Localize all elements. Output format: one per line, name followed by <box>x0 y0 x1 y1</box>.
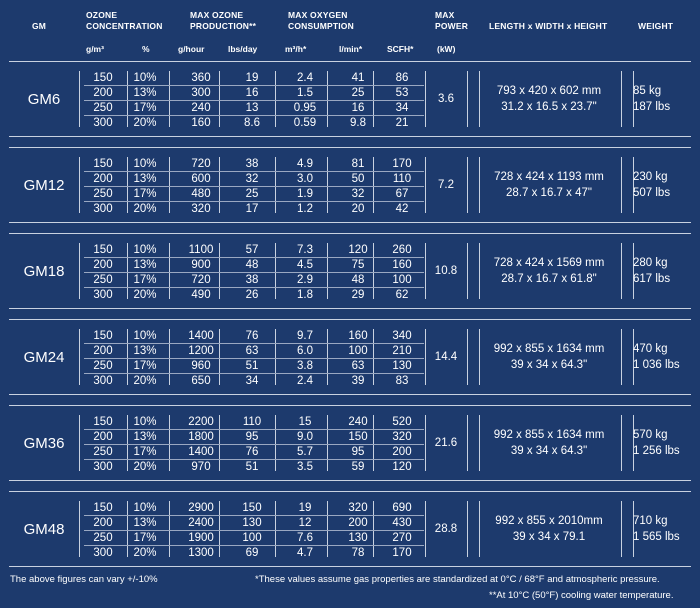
cell-conc-pct: 20% <box>133 461 157 473</box>
dimensions-imperial: 39 x 34 x 64.3" <box>510 445 588 457</box>
max-power-value: 3.6 <box>438 93 454 105</box>
cell-ozone-ghour: 970 <box>191 461 211 473</box>
cell-ozone-lbsday: 51 <box>245 360 259 372</box>
dimensions-imperial: 31.2 x 16.5 x 23.7" <box>501 101 597 113</box>
dimensions <box>479 148 619 222</box>
cell-ozone-lbsday: 95 <box>245 431 259 443</box>
table-row <box>84 344 424 359</box>
header-weight: WEIGHT <box>638 21 674 31</box>
cell-ozone-ghour: 650 <box>191 375 211 387</box>
cell-oxygen-m3h: 19 <box>298 502 312 514</box>
cell-oxygen-m3h: 4.5 <box>297 259 313 271</box>
table-row <box>84 258 424 273</box>
cell-conc-gm3: 150 <box>93 330 113 342</box>
cell-ozone-ghour: 1100 <box>188 244 214 256</box>
cell-ozone-ghour: 600 <box>191 173 211 185</box>
cell-oxygen-scfh: 520 <box>392 416 412 428</box>
cell-oxygen-scfh: 170 <box>392 158 412 170</box>
table-row <box>84 359 424 374</box>
cell-oxygen-lmin: 200 <box>348 517 368 529</box>
cell-ozone-lbsday: 100 <box>242 532 262 544</box>
dimensions <box>479 406 619 480</box>
table-row <box>84 86 424 101</box>
cell-ozone-ghour: 320 <box>191 203 211 215</box>
cell-oxygen-lmin: 50 <box>351 173 365 185</box>
table-row <box>84 430 424 445</box>
dimensions-imperial: 28.7 x 16.7 x 47" <box>506 187 592 199</box>
cell-conc-pct: 13% <box>133 517 157 529</box>
table-row <box>84 445 424 460</box>
cell-conc-gm3: 250 <box>93 446 113 458</box>
dimensions-imperial: 39 x 34 x 64.3" <box>510 359 588 371</box>
cell-oxygen-m3h: 9.7 <box>297 330 313 342</box>
cell-oxygen-scfh: 67 <box>395 188 409 200</box>
cell-oxygen-scfh: 200 <box>392 446 412 458</box>
cell-conc-gm3: 300 <box>93 203 113 215</box>
column-divider <box>79 157 80 213</box>
cell-oxygen-m3h: 15 <box>298 416 312 428</box>
dimensions <box>479 234 619 308</box>
cell-oxygen-scfh: 42 <box>395 203 409 215</box>
table-row <box>84 202 424 216</box>
cell-oxygen-scfh: 690 <box>392 502 412 514</box>
cell-oxygen-scfh: 260 <box>392 244 412 256</box>
cell-oxygen-lmin: 41 <box>351 72 365 84</box>
cell-oxygen-scfh: 170 <box>392 547 412 559</box>
column-divider <box>621 415 622 471</box>
cell-oxygen-m3h: 7.6 <box>297 532 313 544</box>
cell-conc-gm3: 200 <box>93 345 113 357</box>
cell-oxygen-scfh: 53 <box>395 87 409 99</box>
cell-ozone-lbsday: 130 <box>242 517 262 529</box>
cell-conc-gm3: 200 <box>93 517 113 529</box>
cell-conc-pct: 17% <box>133 274 157 286</box>
cell-conc-pct: 20% <box>133 289 157 301</box>
cell-conc-gm3: 200 <box>93 173 113 185</box>
model-block <box>9 61 691 137</box>
cell-oxygen-lmin: 39 <box>351 375 365 387</box>
cell-oxygen-scfh: 160 <box>392 259 412 271</box>
cell-ozone-lbsday: 110 <box>242 416 262 428</box>
cell-conc-gm3: 300 <box>93 547 113 559</box>
cell-oxygen-scfh: 320 <box>392 431 412 443</box>
column-divider <box>621 157 622 213</box>
unit-lmin: l/min* <box>339 44 363 54</box>
column-divider <box>79 329 80 385</box>
cell-conc-gm3: 250 <box>93 188 113 200</box>
table-row <box>84 374 424 388</box>
weight-lbs: 1 256 lbs <box>633 445 680 457</box>
table-row <box>84 116 424 130</box>
table-row <box>84 187 424 202</box>
cell-oxygen-lmin: 63 <box>351 360 365 372</box>
unit-percent: % <box>142 44 150 54</box>
dimensions-metric: 793 x 420 x 602 mm <box>496 85 602 97</box>
weight <box>633 406 693 480</box>
cell-oxygen-lmin: 9.8 <box>350 117 366 129</box>
model-rows <box>84 157 424 216</box>
cell-oxygen-scfh: 120 <box>392 461 412 473</box>
model-rows <box>84 71 424 130</box>
cell-oxygen-lmin: 32 <box>351 188 365 200</box>
cell-oxygen-m3h: 5.7 <box>297 446 313 458</box>
cell-conc-gm3: 250 <box>93 102 113 114</box>
cell-oxygen-lmin: 16 <box>351 102 365 114</box>
cell-oxygen-lmin: 160 <box>348 330 368 342</box>
cell-oxygen-scfh: 100 <box>392 274 412 286</box>
cell-ozone-lbsday: 57 <box>245 244 259 256</box>
max-power-value: 28.8 <box>434 523 458 535</box>
column-divider <box>467 415 468 471</box>
cell-conc-pct: 20% <box>133 547 157 559</box>
cell-conc-gm3: 250 <box>93 532 113 544</box>
dimensions-imperial: 28.7 x 16.7 x 61.8" <box>501 273 597 285</box>
cell-conc-pct: 17% <box>133 360 157 372</box>
cell-ozone-ghour: 1300 <box>188 547 214 559</box>
cell-ozone-ghour: 960 <box>191 360 211 372</box>
cell-ozone-lbsday: 34 <box>245 375 259 387</box>
dimensions-metric: 728 x 424 x 1193 mm <box>494 171 604 183</box>
cell-ozone-lbsday: 63 <box>245 345 259 357</box>
cell-oxygen-m3h: 2.4 <box>297 375 313 387</box>
cell-conc-pct: 13% <box>133 259 157 271</box>
cell-oxygen-lmin: 75 <box>351 259 365 271</box>
header-max-oxygen-line2: CONSUMPTION <box>288 21 354 31</box>
model-block <box>9 319 691 395</box>
dimensions-imperial: 39 x 34 x 79.1 <box>512 531 586 543</box>
column-divider <box>621 329 622 385</box>
cell-ozone-lbsday: 69 <box>245 547 259 559</box>
weight-kg: 470 kg <box>633 343 668 355</box>
cell-ozone-ghour: 1200 <box>188 345 214 357</box>
max-power-value: 21.6 <box>434 437 458 449</box>
cell-oxygen-lmin: 81 <box>351 158 365 170</box>
cell-oxygen-lmin: 78 <box>351 547 365 559</box>
cell-oxygen-lmin: 100 <box>348 345 368 357</box>
model-name: GM18 <box>23 262 65 280</box>
model-block <box>9 491 691 567</box>
dimensions-metric: 992 x 855 x 1634 mm <box>493 343 605 355</box>
table-row <box>84 273 424 288</box>
model-block <box>9 405 691 481</box>
footnote-cooling: **At 10°C (50°F) cooling water temperature. <box>489 590 674 601</box>
cell-ozone-ghour: 2200 <box>188 416 214 428</box>
table-row <box>84 460 424 474</box>
column-divider <box>467 71 468 127</box>
cell-ozone-ghour: 300 <box>191 87 211 99</box>
header-ozone-concentration-line2: CONCENTRATION <box>86 21 163 31</box>
cell-conc-gm3: 200 <box>93 87 113 99</box>
cell-oxygen-scfh: 34 <box>395 102 409 114</box>
weight-lbs: 1 565 lbs <box>633 531 680 543</box>
cell-conc-gm3: 300 <box>93 375 113 387</box>
cell-ozone-lbsday: 38 <box>245 158 259 170</box>
cell-ozone-lbsday: 76 <box>245 446 259 458</box>
cell-conc-pct: 10% <box>133 72 157 84</box>
cell-ozone-lbsday: 13 <box>245 102 259 114</box>
model-name: GM12 <box>23 176 65 194</box>
cell-conc-pct: 10% <box>133 244 157 256</box>
cell-ozone-ghour: 360 <box>191 72 211 84</box>
column-divider <box>79 415 80 471</box>
cell-conc-gm3: 250 <box>93 360 113 372</box>
dimensions-metric: 728 x 424 x 1569 mm <box>493 257 605 269</box>
cell-conc-gm3: 200 <box>93 259 113 271</box>
cell-oxygen-m3h: 1.5 <box>297 87 313 99</box>
unit-scfh: SCFH* <box>387 44 414 54</box>
cell-ozone-ghour: 480 <box>191 188 211 200</box>
weight <box>633 320 693 394</box>
cell-ozone-lbsday: 19 <box>245 72 259 84</box>
cell-ozone-lbsday: 26 <box>245 289 259 301</box>
column-divider <box>79 71 80 127</box>
model-block <box>9 233 691 309</box>
cell-conc-pct: 17% <box>133 188 157 200</box>
weight-lbs: 507 lbs <box>633 187 671 199</box>
weight <box>633 234 693 308</box>
cell-ozone-lbsday: 17 <box>245 203 259 215</box>
cell-conc-gm3: 150 <box>93 502 113 514</box>
weight <box>633 148 693 222</box>
weight-kg: 280 kg <box>633 257 668 269</box>
weight-kg: 85 kg <box>633 85 662 97</box>
cell-oxygen-m3h: 3.0 <box>297 173 313 185</box>
table-row <box>84 546 424 560</box>
cell-ozone-ghour: 720 <box>191 274 211 286</box>
column-divider <box>467 157 468 213</box>
header-max-power-line2: POWER <box>435 21 469 31</box>
cell-conc-gm3: 300 <box>93 117 113 129</box>
cell-oxygen-lmin: 20 <box>351 203 365 215</box>
cell-oxygen-m3h: 4.9 <box>297 158 313 170</box>
cell-conc-pct: 10% <box>133 330 157 342</box>
cell-ozone-lbsday: 8.6 <box>244 117 260 129</box>
cell-conc-pct: 10% <box>133 416 157 428</box>
cell-oxygen-m3h: 6.0 <box>297 345 313 357</box>
unit-ghour: g/hour <box>178 44 205 54</box>
column-divider <box>467 501 468 557</box>
cell-conc-pct: 20% <box>133 375 157 387</box>
table-row <box>84 288 424 302</box>
header-max-oxygen-line1: MAX OXYGEN <box>288 10 348 20</box>
dimensions <box>479 320 619 394</box>
cell-ozone-lbsday: 25 <box>245 188 259 200</box>
cell-conc-pct: 13% <box>133 173 157 185</box>
cell-oxygen-lmin: 150 <box>348 431 368 443</box>
header-max-power <box>435 10 468 32</box>
cell-ozone-lbsday: 32 <box>245 173 259 185</box>
header-ozone-concentration <box>86 10 163 32</box>
cell-ozone-ghour: 1800 <box>188 431 214 443</box>
cell-ozone-ghour: 720 <box>191 158 211 170</box>
cell-oxygen-scfh: 110 <box>392 173 412 185</box>
cell-oxygen-scfh: 62 <box>395 289 409 301</box>
model-name: GM24 <box>23 348 65 366</box>
model-rows <box>84 243 424 302</box>
header-ozone-concentration-line1: OZONE <box>86 10 118 20</box>
cell-conc-gm3: 150 <box>93 158 113 170</box>
cell-oxygen-m3h: 1.9 <box>297 188 313 200</box>
weight <box>633 492 693 566</box>
unit-m3h: m³/h* <box>285 44 307 54</box>
column-divider <box>467 329 468 385</box>
model-rows <box>84 415 424 474</box>
cell-conc-pct: 17% <box>133 532 157 544</box>
model-block <box>9 147 691 223</box>
cell-oxygen-scfh: 210 <box>392 345 412 357</box>
column-divider <box>621 71 622 127</box>
cell-oxygen-scfh: 83 <box>395 375 409 387</box>
cell-conc-gm3: 150 <box>93 244 113 256</box>
cell-ozone-lbsday: 16 <box>245 87 259 99</box>
cell-oxygen-scfh: 430 <box>392 517 412 529</box>
cell-conc-pct: 13% <box>133 345 157 357</box>
table-row <box>84 415 424 430</box>
cell-oxygen-m3h: 1.8 <box>297 289 313 301</box>
cell-conc-pct: 20% <box>133 203 157 215</box>
cell-oxygen-lmin: 59 <box>351 461 365 473</box>
cell-ozone-ghour: 2400 <box>188 517 214 529</box>
dimensions <box>479 492 619 566</box>
header-dimensions: LENGTH x WIDTH x HEIGHT <box>489 21 608 31</box>
header-max-ozone-line1: MAX OZONE <box>190 10 244 20</box>
cell-conc-gm3: 200 <box>93 431 113 443</box>
cell-oxygen-m3h: 12 <box>298 517 312 529</box>
cell-oxygen-lmin: 95 <box>351 446 365 458</box>
cell-conc-pct: 13% <box>133 87 157 99</box>
max-power-value: 10.8 <box>434 265 458 277</box>
cell-ozone-lbsday: 38 <box>245 274 259 286</box>
unit-lbsday: lbs/day <box>228 44 258 54</box>
column-divider <box>79 243 80 299</box>
weight-kg: 230 kg <box>633 171 668 183</box>
cell-oxygen-m3h: 9.0 <box>297 431 313 443</box>
table-row <box>84 172 424 187</box>
table-row <box>84 157 424 172</box>
weight-kg: 570 kg <box>633 429 668 441</box>
column-divider <box>79 501 80 557</box>
cell-oxygen-scfh: 340 <box>392 330 412 342</box>
cell-ozone-ghour: 240 <box>191 102 211 114</box>
cell-conc-pct: 17% <box>133 446 157 458</box>
model-rows <box>84 501 424 560</box>
cell-conc-gm3: 300 <box>93 461 113 473</box>
cell-ozone-lbsday: 48 <box>245 259 259 271</box>
cell-oxygen-m3h: 3.8 <box>297 360 313 372</box>
dimensions-metric: 992 x 855 x 1634 mm <box>493 429 605 441</box>
dimensions-metric: 992 x 855 x 2010mm <box>495 515 603 527</box>
table-row <box>84 243 424 258</box>
cell-oxygen-lmin: 130 <box>348 532 368 544</box>
cell-oxygen-lmin: 29 <box>351 289 365 301</box>
table-row <box>84 329 424 344</box>
cell-oxygen-lmin: 48 <box>351 274 365 286</box>
unit-kw: (kW) <box>437 44 456 54</box>
model-name: GM36 <box>23 434 65 452</box>
table-row <box>84 501 424 516</box>
cell-ozone-ghour: 1900 <box>188 532 214 544</box>
header-max-ozone-line2: PRODUCTION** <box>190 21 257 31</box>
cell-conc-pct: 20% <box>133 117 157 129</box>
table-row <box>84 101 424 116</box>
cell-ozone-lbsday: 150 <box>242 502 262 514</box>
cell-oxygen-m3h: 2.9 <box>297 274 313 286</box>
cell-oxygen-lmin: 240 <box>348 416 368 428</box>
cell-oxygen-m3h: 0.59 <box>293 117 317 129</box>
weight-lbs: 617 lbs <box>633 273 671 285</box>
cell-oxygen-scfh: 21 <box>395 117 409 129</box>
model-name: GM6 <box>27 90 61 108</box>
dimensions <box>479 62 619 136</box>
cell-oxygen-m3h: 3.5 <box>297 461 313 473</box>
cell-oxygen-lmin: 25 <box>351 87 365 99</box>
cell-conc-gm3: 150 <box>93 416 113 428</box>
cell-ozone-lbsday: 51 <box>245 461 259 473</box>
table-row <box>84 531 424 546</box>
cell-oxygen-lmin: 120 <box>348 244 368 256</box>
weight <box>633 62 693 136</box>
cell-conc-gm3: 150 <box>93 72 113 84</box>
header-max-ozone-production <box>190 10 256 32</box>
max-power-value: 14.4 <box>434 351 458 363</box>
column-divider <box>467 243 468 299</box>
column-divider <box>621 501 622 557</box>
cell-oxygen-scfh: 86 <box>395 72 409 84</box>
header-gm: GM <box>32 21 47 31</box>
cell-oxygen-m3h: 1.2 <box>297 203 313 215</box>
cell-conc-gm3: 250 <box>93 274 113 286</box>
cell-ozone-ghour: 160 <box>191 117 211 129</box>
cell-oxygen-m3h: 0.95 <box>293 102 317 114</box>
footnote-gas: *These values assume gas properties are standardized at 0°C / 68°F and atmospheric pressure. <box>255 574 660 585</box>
cell-ozone-ghour: 2900 <box>188 502 214 514</box>
cell-oxygen-scfh: 130 <box>392 360 412 372</box>
weight-lbs: 187 lbs <box>633 101 671 113</box>
model-rows <box>84 329 424 388</box>
cell-oxygen-m3h: 7.3 <box>297 244 313 256</box>
cell-conc-gm3: 300 <box>93 289 113 301</box>
cell-conc-pct: 10% <box>133 502 157 514</box>
unit-gm3: g/m³ <box>86 44 104 54</box>
footnote-variance: The above figures can vary +/-10% <box>10 574 158 585</box>
header-max-power-line1: MAX <box>435 10 455 20</box>
cell-conc-pct: 10% <box>133 158 157 170</box>
model-name: GM48 <box>23 520 65 538</box>
cell-ozone-ghour: 1400 <box>188 330 214 342</box>
header-max-oxygen-consumption <box>288 10 354 32</box>
cell-conc-pct: 13% <box>133 431 157 443</box>
table-row <box>84 71 424 86</box>
max-power-value: 7.2 <box>438 179 454 191</box>
cell-ozone-ghour: 900 <box>191 259 211 271</box>
column-divider <box>621 243 622 299</box>
cell-oxygen-m3h: 4.7 <box>297 547 313 559</box>
cell-oxygen-lmin: 320 <box>348 502 368 514</box>
cell-conc-pct: 17% <box>133 102 157 114</box>
cell-ozone-ghour: 490 <box>191 289 211 301</box>
weight-lbs: 1 036 lbs <box>633 359 680 371</box>
cell-oxygen-scfh: 270 <box>392 532 412 544</box>
models-table <box>9 61 691 577</box>
table-row <box>84 516 424 531</box>
cell-oxygen-m3h: 2.4 <box>297 72 313 84</box>
weight-kg: 710 kg <box>633 515 668 527</box>
cell-ozone-lbsday: 76 <box>245 330 259 342</box>
cell-ozone-ghour: 1400 <box>188 446 214 458</box>
